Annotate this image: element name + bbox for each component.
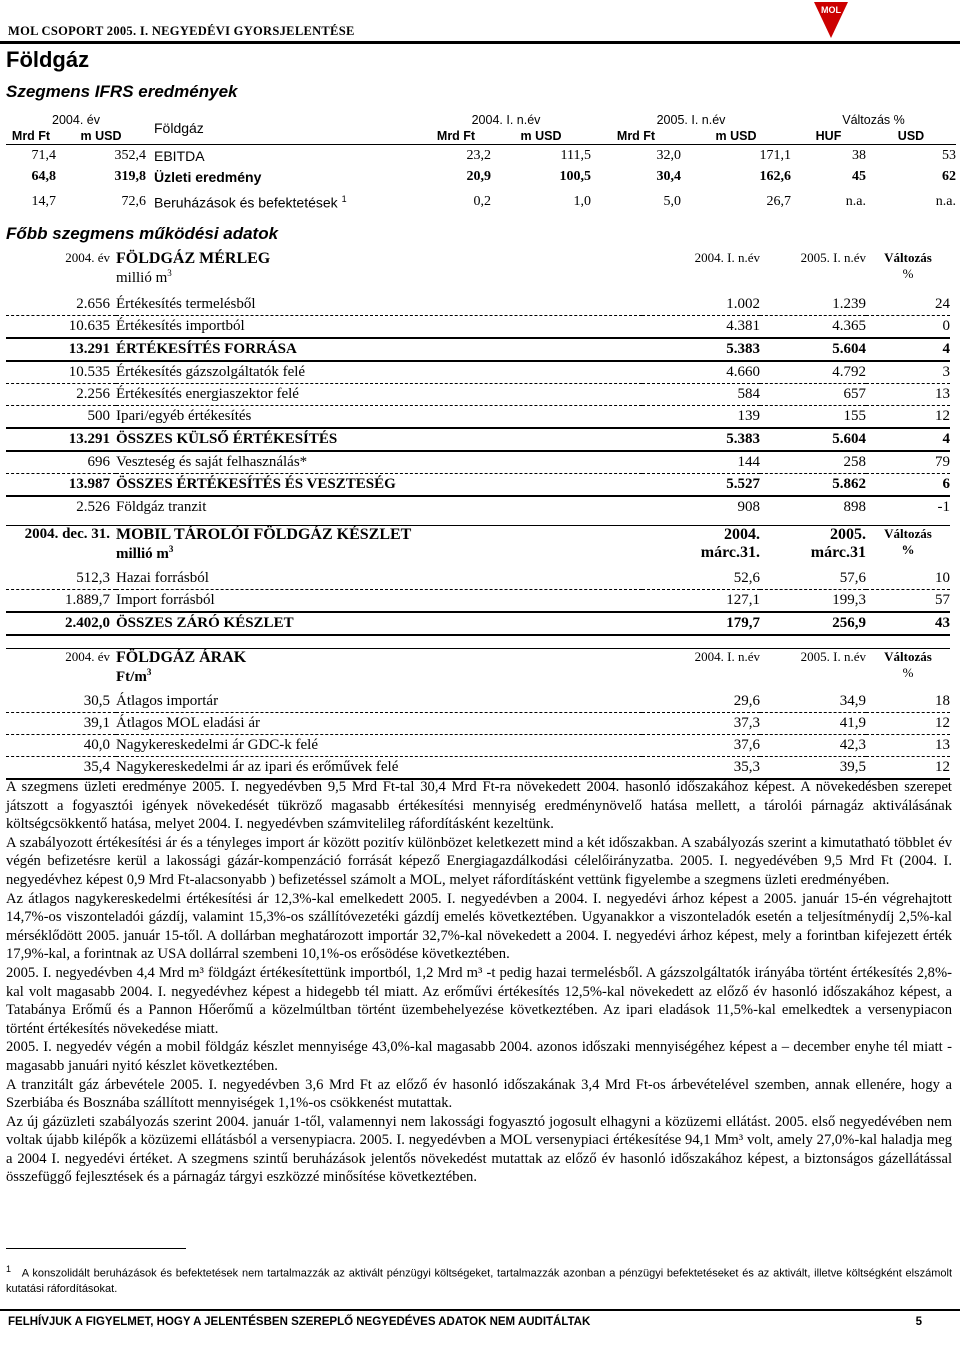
cell: 171,1 xyxy=(759,147,791,163)
prices-h-year: 2004. év xyxy=(6,649,116,687)
ifrs-unit: m USD xyxy=(681,128,791,145)
ifrs-h-2004-q1: 2004. I. n.év xyxy=(471,113,541,127)
storage-h-pct: % xyxy=(901,542,915,557)
cell: 1.889,7 xyxy=(6,590,116,613)
prices-h-2005: 2005. I. n.év xyxy=(760,649,866,687)
footnote-mark: 1 xyxy=(6,1264,12,1274)
cell: 1.002 xyxy=(642,294,760,316)
table-row xyxy=(6,294,950,316)
cell: 10.535 xyxy=(6,361,116,384)
cell: 10 xyxy=(866,568,950,590)
cell: 898 xyxy=(843,499,866,515)
cell: 319,8 xyxy=(114,168,146,184)
storage-h-2005-cell xyxy=(760,526,866,564)
ops-section-title: Főbb szegmens működési adatok xyxy=(6,224,279,243)
row-label: ÖSSZES ZÁRÓ KÉSZLET xyxy=(116,612,642,635)
ifrs-unit: Mrd Ft xyxy=(6,128,56,145)
table-row xyxy=(6,384,950,406)
cell: 32,0 xyxy=(656,147,681,163)
cell: 256,9 xyxy=(760,612,866,635)
cell: 62 xyxy=(942,168,956,184)
cell: 199,3 xyxy=(760,590,866,613)
cell: 5.862 xyxy=(760,474,866,497)
cell: 4 xyxy=(866,428,950,451)
cell: 2.402,0 xyxy=(6,612,116,635)
table-row xyxy=(6,406,950,429)
cell: 4.660 xyxy=(642,361,760,384)
cell: 5.604 xyxy=(760,338,866,361)
table-row xyxy=(6,474,950,497)
table-row xyxy=(6,428,950,451)
section-title: Földgáz xyxy=(6,47,90,72)
ifrs-unit: USD xyxy=(866,128,956,145)
cell: 0,2 xyxy=(473,194,491,209)
cell: 1,0 xyxy=(573,194,591,209)
cell: 5.527 xyxy=(642,474,760,497)
storage-table-header xyxy=(6,525,950,563)
cell: 162,6 xyxy=(759,168,791,184)
cell: 53 xyxy=(942,147,956,163)
table-row xyxy=(6,757,950,780)
cell: 52,6 xyxy=(642,568,760,590)
prices-h-2004: 2004. I. n.év xyxy=(642,649,760,687)
report-header xyxy=(0,0,960,44)
cell: 12 xyxy=(866,757,950,780)
cell: 179,7 xyxy=(642,612,760,635)
prices-h-title-cell xyxy=(116,649,642,687)
cell: 4.365 xyxy=(760,316,866,339)
ifrs-h-change: Változás % xyxy=(842,113,905,127)
cell: 155 xyxy=(760,406,866,429)
mol-logo xyxy=(812,0,850,40)
storage-h-change-cell xyxy=(866,526,950,564)
table-row xyxy=(6,187,956,217)
cell: 908 xyxy=(737,499,760,515)
cell: 2.656 xyxy=(6,294,116,316)
ifrs-unit: Mrd Ft xyxy=(421,128,491,145)
row-label: Ipari/egyéb értékesítés xyxy=(116,406,642,429)
table-row xyxy=(6,590,950,613)
balance-h-title: FÖLDGÁZ MÉRLEG xyxy=(116,250,271,267)
cell: 4.381 xyxy=(642,316,760,339)
cell: 57,6 xyxy=(760,568,866,590)
balance-h-change-cell xyxy=(866,250,950,287)
cell: 584 xyxy=(642,384,760,406)
cell: 0 xyxy=(866,316,950,339)
gas-balance-table xyxy=(6,250,950,287)
storage-h-2005: 2005. xyxy=(830,526,866,543)
cell: 34,9 xyxy=(760,691,866,713)
storage-h-change: Változás xyxy=(884,526,932,541)
storage-h-2005-date: márc.31 xyxy=(810,544,866,561)
storage-h-date: 2004. dec. 31. xyxy=(6,526,116,564)
commentary xyxy=(6,778,952,1187)
cell: 72,6 xyxy=(121,194,146,209)
unit-text: millió m xyxy=(116,270,168,286)
row-label: Üzleti eredmény xyxy=(154,168,262,185)
unit-text: Ft/m xyxy=(116,669,147,685)
cell: 5.604 xyxy=(760,428,866,451)
cell: 2.256 xyxy=(6,384,116,406)
table-row xyxy=(6,166,956,187)
cell: 12 xyxy=(866,406,950,429)
row-label: ÖSSZES KÜLSŐ ÉRTÉKESÍTÉS xyxy=(116,428,642,451)
header-rule xyxy=(0,41,960,44)
footnote-ref: 1 xyxy=(341,193,347,204)
row-label xyxy=(146,187,421,217)
unit-sup: 3 xyxy=(146,667,152,677)
cell: 20,9 xyxy=(466,168,491,184)
storage-h-2004: 2004. xyxy=(724,526,760,543)
cell: 13 xyxy=(866,384,950,406)
row-label: ÉRTÉKESÍTÉS FORRÁSA xyxy=(116,338,642,361)
row-label: Értékesítés gázszolgáltatók felé xyxy=(116,361,642,384)
table-row xyxy=(6,713,950,735)
cell: 45 xyxy=(852,168,866,184)
cell: 258 xyxy=(760,451,866,474)
row-label: Átlagos MOL eladási ár xyxy=(116,713,642,735)
cell: 30,4 xyxy=(656,168,681,184)
cell: 30,5 xyxy=(6,691,116,713)
logo-text: MOL xyxy=(821,5,841,15)
paragraph: A szabályozott értékesítési ár és a tényleges import ár között pozitív különbözet keletkezett mind a két időszakban. A szabályozás szerint a kimutatható többlet év végén befizetésre kerül a lakossági gázár-kompenzáció forrását képező Energiagazdálkodási célelőirányzatba. 2005. I. negyedévében 9,5 Mrd Ft (2004. I. negyedévhez képest 0,9 Mrd Ft-alacsonyabb ) befizetéssel számolt a MOL, melyet ráfordításként vettünk figyelembe a szegmens üzleti eredményében. xyxy=(6,834,952,888)
cell: 79 xyxy=(866,451,950,474)
paragraph: Az átlagos nagykereskedelmi értékesítési ár 12,3%-kal emelkedett 2005. I. negyedévben a 2004. I. negyedévi árhoz képest a 2005. január 15-én végrehajtott 14,7%-os viszonteladói gázdíj, valamint 15,3%-os szállítóvezetéki gázdíj emelés következtében. Ugyanakkor a viszonteladók esetén a teljesítménydíj 2,5%-kal mérséklődött 2005. január 15-től. A dollárban meghatározott importár 32,7%-kal növekedett a 2004. I. negyedévi árhoz képest, mely a forintban kifejezett érték 17,9%-kal, a forintnak az USA dollárral szembeni 10,1%-os erősödése következtében. xyxy=(6,890,952,963)
table-row xyxy=(6,361,950,384)
row-label: Nagykereskedelmi ár GDC-k felé xyxy=(116,735,642,757)
page-number: 5 xyxy=(915,1316,922,1328)
cell: 696 xyxy=(6,451,116,474)
cell: 14,7 xyxy=(31,194,56,209)
balance-h-year: 2004. év xyxy=(65,250,110,265)
ifrs-unit: Mrd Ft xyxy=(591,128,681,145)
balance-h-2004: 2004. I. n.év xyxy=(694,250,760,265)
cell: 127,1 xyxy=(642,590,760,613)
balance-h-2005: 2005. I. n.év xyxy=(800,250,866,265)
cell: 39,5 xyxy=(760,757,866,780)
cell: 5.383 xyxy=(642,428,760,451)
table-row xyxy=(6,691,950,713)
prices-h-change-cell xyxy=(866,649,950,687)
balance-h-title-cell xyxy=(116,250,642,287)
storage-h-title: MOBIL TÁROLÓI FÖLDGÁZ KÉSZLET xyxy=(116,526,412,543)
cell: 39,1 xyxy=(6,713,116,735)
row-label: Értékesítés importból xyxy=(116,316,642,339)
cell: 4.792 xyxy=(760,361,866,384)
footer-text: FELHÍVJUK A FIGYELMET, HOGY A JELENTÉSBEN SZEREPLŐ NEGYEDÉVES ADATOK NEM AUDITÁLTAK xyxy=(8,1316,591,1328)
cell: 10.635 xyxy=(6,316,116,339)
prices-body xyxy=(6,691,950,780)
cell: 35,3 xyxy=(642,757,760,780)
row-label-text: Beruházások és befektetések xyxy=(154,194,338,211)
cell: 29,6 xyxy=(642,691,760,713)
row-label: Import forrásból xyxy=(116,590,642,613)
cell: 500 xyxy=(6,406,116,429)
cell: 37,3 xyxy=(642,713,760,735)
storage-body xyxy=(6,568,950,636)
footnote-text: A konszolidált beruházások és befektetések nem tartalmazzák az aktivált pénzügyi költségeket, tartalmazzák azonban a pénzügyi befektetéseket és az aktivált, illetve költségként elszámolt kutatási ráfordításokat. xyxy=(6,1267,953,1295)
cell: 13.291 xyxy=(6,428,116,451)
row-label: Veszteség és saját felhasználás* xyxy=(116,451,642,474)
footnote xyxy=(6,1262,952,1297)
cell: 12 xyxy=(866,713,950,735)
table-row xyxy=(6,612,950,635)
prices-h-title: FÖLDGÁZ ÁRAK xyxy=(116,649,247,666)
row-label: Átlagos importár xyxy=(116,691,642,713)
footer-rule xyxy=(0,1309,960,1311)
table-row xyxy=(6,735,950,757)
cell: 2.526 xyxy=(76,499,110,515)
ifrs-results-table xyxy=(6,112,956,217)
paragraph: 2005. I. negyedév végén a mobil földgáz készlet mennyisége 43,0%-kal magasabb 2004. azonos időszaki mennyiségéhez képest a – december enyhe tél miatt - magasabb januári nyitó készlet következtében. xyxy=(6,1039,952,1074)
prices-table-header xyxy=(6,648,950,686)
gas-balance-body xyxy=(6,294,950,518)
table-row xyxy=(6,568,950,590)
report-title: MOL CSOPORT 2005. I. NEGYEDÉVI GYORSJELENTÉSE xyxy=(8,24,355,38)
cell: 657 xyxy=(760,384,866,406)
table-row xyxy=(6,316,950,339)
prices-h-pct: % xyxy=(902,665,914,680)
cell: 100,5 xyxy=(559,168,591,184)
table-row xyxy=(6,145,956,167)
footnote-rule xyxy=(6,1248,186,1249)
table-row xyxy=(6,451,950,474)
cell: 1.239 xyxy=(760,294,866,316)
cell: 13.987 xyxy=(6,474,116,497)
cell: 5,0 xyxy=(663,194,681,209)
cell: 37,6 xyxy=(642,735,760,757)
cell: 43 xyxy=(866,612,950,635)
cell: 38 xyxy=(852,147,866,163)
row-label: Nagykereskedelmi ár az ipari és erőművek felé xyxy=(116,757,642,780)
cell: 4 xyxy=(866,338,950,361)
paragraph: Az új gázüzleti szabályozás szerint 2004. január 1-től, valamennyi nem lakossági fogyasztó jogosult elhagyni a közüzemi ellátást. 2005. első negyedévében nem voltak újabb kilépők a közüzemi ellátásból a versenypiacra. 2005. I. negyedévben a MOL versenypiaci értékesítése 94,1 Mm³ volt, amely 27,0%-kal haladja meg a 2004 I. negyedévi értéket. A szegmens szintű beruházások jelentős növekedést mutattak az előző év hasonló időszakához képest, a biztonságos gázellátással összefüggő fejlesztések és a párnagáz tárgyi eszközzé minősítése következtében. xyxy=(6,1113,952,1186)
balance-h-change: Változás xyxy=(884,250,932,265)
cell: 41,9 xyxy=(760,713,866,735)
storage-h-2004-cell xyxy=(642,526,760,564)
row-label: Értékesítés energiaszektor felé xyxy=(116,384,642,406)
paragraph: A tranzitált gáz árbevétele 2005. I. negyedévben 3,6 Mrd Ft az előző év hasonló időszakának 3,4 Mrd Ft-os árbevételével szemben, annak ellenére, hogy a Szerbiába és Bosznába szállított mennyiségek 1,1%-os csökkenést mutattak. xyxy=(6,1076,952,1112)
prices-header xyxy=(6,649,950,687)
row-label: Értékesítés termelésből xyxy=(116,294,642,316)
balance-header xyxy=(6,250,950,287)
ifrs-unit: m USD xyxy=(56,128,146,145)
unit-sup: 3 xyxy=(167,268,172,278)
ifrs-h-2005-q1: 2005. I. n.év xyxy=(656,113,726,127)
prices-h-change: Változás xyxy=(884,649,932,664)
cell: 13.291 xyxy=(6,338,116,361)
unit-text: millió m xyxy=(116,546,169,562)
cell: 139 xyxy=(642,406,760,429)
paragraph: 2005. I. negyedévben 4,4 Mrd m³ földgázt értékesítettünk importból, 1,2 Mrd m³ -t pedig hazai termelésből. A gázszolgáltatók irányába történt értékesítés 2,8%-kal volt magasabb 2004. I. negyedévhez képest a hidegebb tél miatt. Az erőművi értékesítés 12,5%-kal növekedett az előző év hasonló időszakához képest, a Tatabánya Erőmű és a Pannon Hőerőmű a közelmúltban történt üzembehelyezése következtében. Az ipari eladások 11,5%-kal emelkedtek a versenypiacon történt értékesítés növekedése miatt. xyxy=(6,964,952,1037)
balance-h-unit xyxy=(116,268,642,287)
cell: 18 xyxy=(866,691,950,713)
ifrs-h-2004-year: 2004. év xyxy=(52,113,100,127)
cell: 352,4 xyxy=(114,147,146,163)
ifrs-h-label: Földgáz xyxy=(146,112,421,145)
cell: 64,8 xyxy=(31,168,56,184)
paragraph: A szegmens üzleti eredménye 2005. I. negyedévben 9,5 Mrd Ft-tal 30,4 Mrd Ft-ra növekedett 2004. hasonló időszakához képest. A növekedésben szerepet játszott a fogyasztói igények növekedését tükröző magasabb értékesítési mennyiség eredménynövelő hatása mellett, a tárolói párnagáz aktiválásának költségcsökkentő hatása, melyet 2004. I. negyedévben számvitelileg ráfordításként kezeltünk. xyxy=(6,779,952,833)
cell: 512,3 xyxy=(6,568,116,590)
storage-header xyxy=(6,526,950,564)
cell: n.a. xyxy=(935,194,956,209)
cell: 57 xyxy=(866,590,950,613)
ifrs-header-row-1 xyxy=(6,112,956,128)
cell: 24 xyxy=(866,294,950,316)
cell: 35,4 xyxy=(6,757,116,780)
cell: -1 xyxy=(937,499,950,515)
cell: 42,3 xyxy=(760,735,866,757)
unit-sup: 3 xyxy=(168,544,174,554)
row-label: Földgáz tranzit xyxy=(116,499,207,515)
ifrs-unit: HUF xyxy=(791,128,866,145)
cell: n.a. xyxy=(845,194,866,209)
storage-h-unit xyxy=(116,544,642,563)
balance-h-pct: % xyxy=(902,266,914,281)
ifrs-unit: m USD xyxy=(491,128,591,145)
cell: 13 xyxy=(866,735,950,757)
table-row xyxy=(6,338,950,361)
cell: 3 xyxy=(866,361,950,384)
cell: 111,5 xyxy=(560,147,591,163)
cell: 40,0 xyxy=(6,735,116,757)
table-row xyxy=(6,496,950,518)
row-label: Hazai forrásból xyxy=(116,568,642,590)
cell: 23,2 xyxy=(466,147,491,163)
cell: 71,4 xyxy=(31,147,56,163)
cell: 26,7 xyxy=(766,194,791,209)
cell: 6 xyxy=(866,474,950,497)
cell: 5.383 xyxy=(642,338,760,361)
storage-h-2004-date: márc.31. xyxy=(700,544,760,561)
row-label: EBITDA xyxy=(154,147,205,164)
storage-h-title-cell xyxy=(116,526,642,564)
cell: 144 xyxy=(642,451,760,474)
prices-h-unit xyxy=(116,667,642,686)
section-subtitle: Szegmens IFRS eredmények xyxy=(6,82,238,101)
row-label: ÖSSZES ÉRTÉKESÍTÉS ÉS VESZTESÉG xyxy=(116,474,642,497)
